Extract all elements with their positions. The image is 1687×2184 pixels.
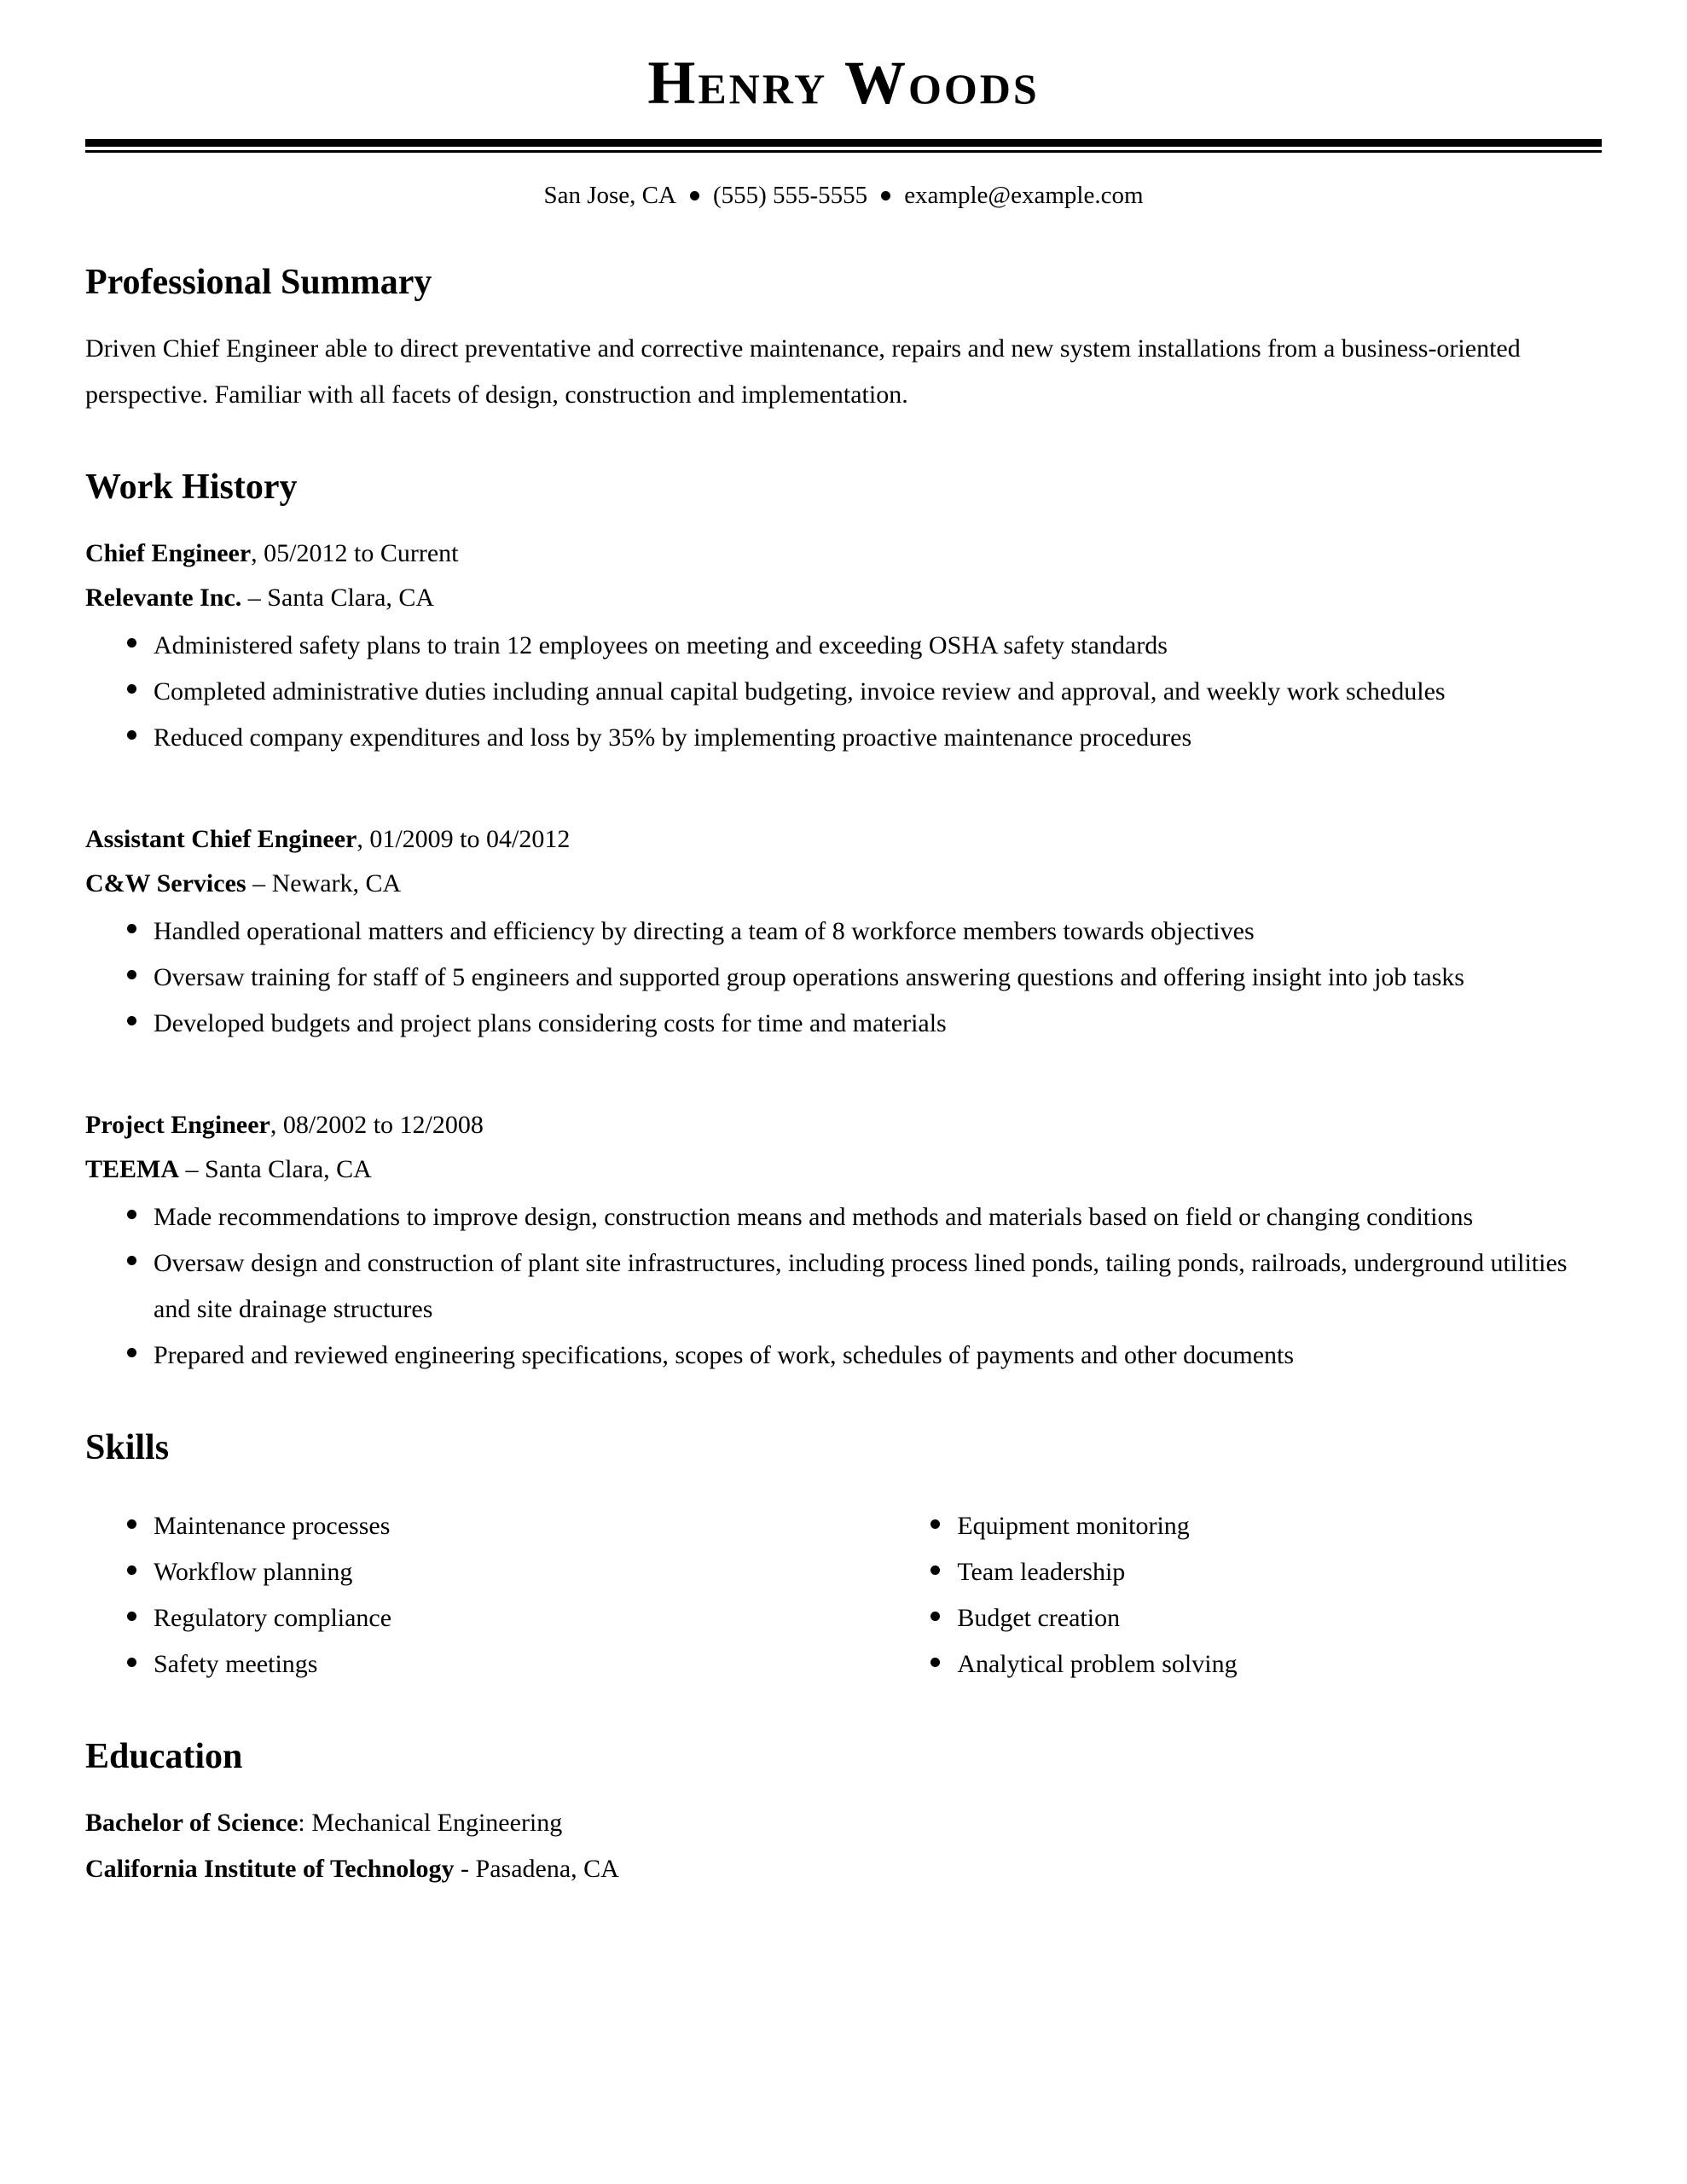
job-location: – Santa Clara, CA <box>241 584 435 613</box>
education-school-location: - Pasadena, CA <box>454 1855 619 1884</box>
job-title-line <box>85 817 1602 863</box>
contact-email: example@example.com <box>904 182 1144 210</box>
job-entry <box>85 531 1602 761</box>
job-bullet: Made recommendations to improve design, construction means and methods and materials based on field or changing conditions <box>154 1194 1602 1240</box>
job-bullet: Handled operational matters and efficiency by directing a team of 8 workforce members towards objectives <box>154 909 1602 955</box>
work-history-heading: Work History <box>85 468 298 508</box>
education-heading: Education <box>85 1736 243 1776</box>
job-dates: , 05/2012 to Current <box>251 538 459 567</box>
skill-item: Team leadership <box>957 1549 1602 1595</box>
job-bullet: Prepared and reviewed engineering specifications, scopes of work, schedules of payments and other documents <box>154 1333 1602 1379</box>
skill-item: Maintenance processes <box>154 1503 889 1549</box>
skills-column-right <box>889 1503 1602 1687</box>
job-company: Relevante Inc. <box>85 584 242 613</box>
skills-heading: Skills <box>85 1427 170 1467</box>
contact-line <box>85 178 1602 213</box>
job-dates: , 01/2009 to 04/2012 <box>357 824 571 853</box>
job-bullet: Oversaw design and construction of plant site infrastructures, including process lined ponds, tailing ponds, railroads, underground utilities and site drainage structures <box>154 1240 1602 1333</box>
education-degree-detail: : Mechanical Engineering <box>298 1809 563 1838</box>
bullet-separator-icon <box>881 191 890 200</box>
job-title-line <box>85 1103 1602 1148</box>
job-bullet: Administered safety plans to train 12 employees on meeting and exceeding OSHA safety standards <box>154 623 1602 669</box>
job-company-line <box>85 1147 1602 1193</box>
job-bullet: Completed administrative duties including annual capital budgeting, invoice review and approval, and weekly work schedules <box>154 669 1602 715</box>
skill-item: Safety meetings <box>154 1641 889 1687</box>
job-bullet: Reduced company expenditures and loss by 35% by implementing proactive maintenance procedures <box>154 715 1602 761</box>
job-title-line <box>85 531 1602 577</box>
education-school: California Institute of Technology <box>85 1855 455 1884</box>
candidate-name: Henry Woods <box>647 49 1040 117</box>
job-title: Project Engineer <box>85 1110 270 1139</box>
job-bullet: Oversaw training for staff of 5 engineers and supported group operations answering questions and offering insight into job tasks <box>154 955 1602 1001</box>
skills-columns <box>85 1502 1602 1687</box>
job-title: Chief Engineer <box>85 538 252 567</box>
education-degree-line <box>85 1800 1602 1846</box>
header-divider <box>85 139 1602 153</box>
skills-section <box>85 1426 1602 1687</box>
job-title: Assistant Chief Engineer <box>85 824 357 853</box>
work-history-section <box>85 466 1602 1378</box>
skill-item: Equipment monitoring <box>957 1503 1602 1549</box>
job-dates: , 08/2002 to 12/2008 <box>270 1110 484 1139</box>
job-company-line <box>85 576 1602 621</box>
summary-heading: Professional Summary <box>85 262 432 302</box>
resume-header <box>85 49 1602 213</box>
skill-item: Workflow planning <box>154 1549 889 1595</box>
job-company-line <box>85 862 1602 907</box>
job-company: C&W Services <box>85 869 246 898</box>
education-degree: Bachelor of Science <box>85 1809 299 1838</box>
education-school-line <box>85 1846 1602 1892</box>
bullet-separator-icon <box>690 191 699 200</box>
summary-section <box>85 261 1602 418</box>
skill-item: Regulatory compliance <box>154 1595 889 1641</box>
job-bullet-list <box>85 1194 1602 1379</box>
education-section <box>85 1735 1602 1892</box>
skill-item: Budget creation <box>957 1595 1602 1641</box>
job-company: TEEMA <box>85 1155 180 1184</box>
skills-column-left <box>85 1503 889 1687</box>
summary-text: Driven Chief Engineer able to direct preventative and corrective maintenance, repairs and new system installations from a business-oriented perspective. Familiar with all facets of design, construction and implementation. <box>85 334 1521 410</box>
job-bullet: Developed budgets and project plans considering costs for time and materials <box>154 1001 1602 1047</box>
contact-location: San Jose, CA <box>543 182 676 210</box>
job-entry <box>85 1103 1602 1379</box>
contact-phone: (555) 555-5555 <box>712 182 868 210</box>
job-entry <box>85 817 1602 1047</box>
job-bullet-list <box>85 623 1602 761</box>
skill-item: Analytical problem solving <box>957 1641 1602 1687</box>
job-bullet-list <box>85 909 1602 1047</box>
job-location: – Newark, CA <box>246 869 402 898</box>
job-location: – Santa Clara, CA <box>179 1155 372 1184</box>
